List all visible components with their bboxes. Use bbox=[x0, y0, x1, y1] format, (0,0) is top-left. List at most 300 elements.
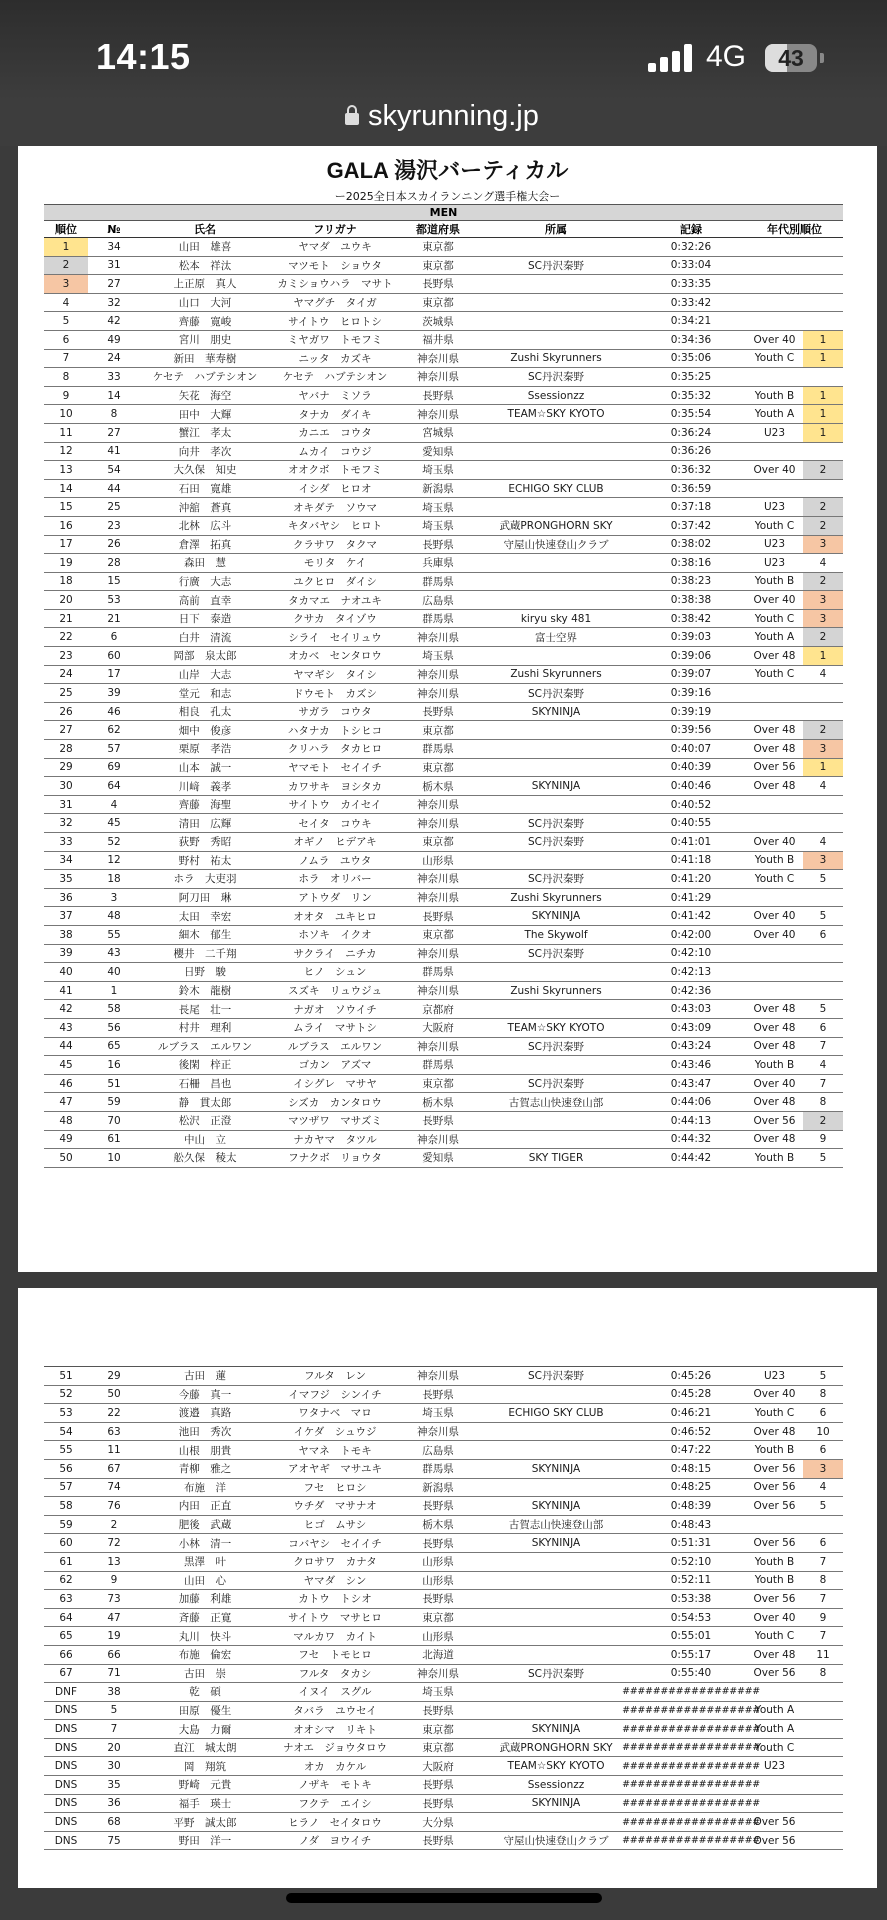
cell-category: Over 48 bbox=[753, 1003, 796, 1016]
cell-name: 村井 理利 bbox=[178, 1022, 232, 1035]
cell-age-rank: 9 bbox=[819, 1133, 827, 1146]
cell-rank: 1 bbox=[44, 238, 88, 256]
cell-name: 長尾 壮一 bbox=[178, 1003, 232, 1016]
cell-pref: 東京都 bbox=[422, 761, 454, 774]
cell-pref: 長野県 bbox=[422, 1797, 454, 1810]
cell-rank: 13 bbox=[59, 463, 73, 476]
cell-time: 0:41:20 bbox=[670, 872, 712, 885]
table-row bbox=[44, 889, 843, 908]
cell-time: 0:35:06 bbox=[670, 352, 712, 365]
cell-kana: サクライ ニチカ bbox=[293, 947, 377, 960]
cell-no: 22 bbox=[107, 1406, 121, 1419]
cell-age-rank: 7 bbox=[819, 1077, 827, 1090]
cell-no: 52 bbox=[107, 835, 121, 848]
table-row bbox=[44, 1367, 843, 1386]
cell-rank: 43 bbox=[59, 1021, 73, 1034]
cell-pref: 神奈川県 bbox=[417, 408, 459, 421]
cell-age-rank: 7 bbox=[819, 1592, 827, 1605]
cell-time: 0:53:38 bbox=[670, 1592, 712, 1605]
cell-rank: 63 bbox=[59, 1592, 73, 1605]
cell-time: 0:43:03 bbox=[670, 1003, 712, 1016]
cell-category: Youth C bbox=[754, 612, 795, 625]
cell-club: 富士空界 bbox=[535, 631, 577, 644]
cell-name: 野崎 元貴 bbox=[178, 1779, 232, 1792]
cell-pref: 神奈川県 bbox=[417, 799, 459, 812]
cell-name: 日下 泰造 bbox=[178, 613, 232, 626]
cell-rank: 25 bbox=[59, 687, 73, 700]
cell-club bbox=[476, 1702, 636, 1720]
cell-pref: 神奈川県 bbox=[417, 1426, 459, 1439]
cell-kana: ノザキ モトキ bbox=[298, 1779, 372, 1792]
cell-age-rank: 1 bbox=[803, 424, 843, 442]
cell-rank: 56 bbox=[59, 1462, 73, 1475]
cell-category: Youth B bbox=[754, 575, 795, 588]
cell-kana: ヤバナ ミソラ bbox=[298, 390, 372, 403]
cell-time: 0:40:39 bbox=[670, 761, 712, 774]
cell-no: 41 bbox=[107, 445, 121, 458]
cell-time: ################## bbox=[622, 1760, 760, 1772]
table-row bbox=[44, 1075, 843, 1094]
cell-category: Youth A bbox=[754, 1704, 795, 1717]
cell-rank: 16 bbox=[59, 519, 73, 532]
cell-kana: ドウモト カズシ bbox=[293, 687, 377, 700]
cell-name: ケセテ ハブテシオン bbox=[152, 371, 258, 384]
cell-kana: ノダ ヨウイチ bbox=[298, 1835, 372, 1848]
cell-time: 0:37:18 bbox=[670, 501, 712, 514]
cell-kana: マツモト ショウタ bbox=[288, 259, 382, 272]
cell-no: 33 bbox=[107, 370, 121, 383]
cell-club bbox=[476, 1423, 636, 1441]
cell-name: 野田 洋一 bbox=[178, 1835, 232, 1848]
cell-name: 櫻井 二千翔 bbox=[173, 947, 237, 960]
cell-time: 0:48:43 bbox=[670, 1518, 712, 1531]
cell-age-rank: 3 bbox=[803, 740, 843, 758]
cell-rank: 38 bbox=[59, 928, 73, 941]
cell-club: The Skywolf bbox=[524, 928, 588, 941]
cell-pref: 東京都 bbox=[422, 297, 454, 310]
cell-kana: フセ トモヒロ bbox=[298, 1649, 372, 1662]
cell-name: 古田 崇 bbox=[184, 1667, 226, 1680]
cell-club bbox=[476, 1441, 636, 1459]
cell-pref: 愛知県 bbox=[422, 1152, 454, 1165]
cell-rank: 20 bbox=[59, 594, 73, 607]
cell-rank: 14 bbox=[59, 482, 73, 495]
cell-no: 17 bbox=[107, 668, 121, 681]
cell-no: 53 bbox=[107, 594, 121, 607]
cell-name: 斉藤 正寛 bbox=[178, 1612, 232, 1625]
cell-club bbox=[476, 591, 636, 609]
table-row bbox=[44, 480, 843, 499]
cell-no: 35 bbox=[107, 1778, 121, 1791]
cell-no: 28 bbox=[107, 556, 121, 569]
cell-club bbox=[476, 1646, 636, 1664]
table-row bbox=[44, 945, 843, 964]
cell-category bbox=[746, 684, 803, 702]
cell-category: Youth A bbox=[754, 1723, 795, 1736]
cell-pref: 山形県 bbox=[422, 1630, 454, 1643]
cell-age-rank bbox=[803, 1702, 843, 1720]
cell-no: 5 bbox=[110, 1704, 118, 1717]
cell-category bbox=[746, 889, 803, 907]
cell-category: Over 40 bbox=[753, 1388, 796, 1401]
table-row bbox=[44, 1590, 843, 1609]
cell-age-rank: 1 bbox=[803, 759, 843, 777]
cell-age-rank bbox=[803, 1516, 843, 1534]
cell-kana: ムカイ コウジ bbox=[298, 445, 372, 458]
cell-pref: 茨城県 bbox=[422, 315, 454, 328]
cell-rank: 10 bbox=[59, 408, 73, 421]
cell-no: 27 bbox=[107, 426, 121, 439]
signal-icon bbox=[648, 44, 692, 72]
table-row bbox=[44, 721, 843, 740]
cell-kana: カニエ コウタ bbox=[298, 427, 372, 440]
cell-no: 57 bbox=[107, 742, 121, 755]
cell-club bbox=[476, 1627, 636, 1645]
cell-pref: 神奈川県 bbox=[417, 371, 459, 384]
cell-kana: イシダ ヒロオ bbox=[298, 483, 372, 496]
cell-kana: アオヤギ マサユキ bbox=[288, 1463, 382, 1476]
cell-club bbox=[476, 238, 636, 256]
cell-category: U23 bbox=[763, 1760, 786, 1773]
cell-club: Zushi Skyrunners bbox=[510, 984, 602, 997]
cell-time: 0:37:42 bbox=[670, 519, 712, 532]
table-row bbox=[44, 1131, 843, 1150]
url-text[interactable]: skyrunning.jp bbox=[368, 100, 539, 132]
cell-category: U23 bbox=[763, 501, 786, 514]
cell-no: 18 bbox=[107, 872, 121, 885]
cell-category bbox=[746, 368, 803, 386]
battery-level: 43 bbox=[778, 45, 804, 71]
cell-kana: ヤマダ ユウキ bbox=[298, 241, 372, 254]
cell-club bbox=[476, 1553, 636, 1571]
status-bar bbox=[0, 0, 887, 100]
cell-pref: 大阪府 bbox=[422, 1760, 454, 1773]
cell-pref: 栃木県 bbox=[422, 1519, 454, 1532]
cell-pref: 群馬県 bbox=[422, 1463, 454, 1476]
cell-category: Over 56 bbox=[753, 1592, 796, 1605]
cell-time: ################## bbox=[622, 1835, 760, 1847]
cell-time: 0:55:01 bbox=[670, 1630, 712, 1643]
cell-time: 0:55:40 bbox=[670, 1667, 712, 1680]
header-kana: フリガナ bbox=[313, 223, 357, 236]
cell-kana: ヤマギシ タイシ bbox=[293, 668, 377, 681]
cell-kana: ヒラノ セイタロウ bbox=[288, 1816, 382, 1829]
cell-no: 25 bbox=[107, 501, 121, 514]
results-page-2[interactable] bbox=[18, 1288, 877, 1888]
table-row bbox=[44, 1112, 843, 1131]
cell-pref: 東京都 bbox=[422, 1078, 454, 1091]
cell-no: 14 bbox=[107, 389, 121, 402]
results-page-1[interactable] bbox=[18, 146, 877, 1272]
cell-no: 61 bbox=[107, 1133, 121, 1146]
cell-rank: 53 bbox=[59, 1406, 73, 1419]
cell-time: 0:42:00 bbox=[670, 928, 712, 941]
cell-no: 70 bbox=[107, 1114, 121, 1127]
cell-age-rank bbox=[803, 1813, 843, 1831]
cell-age-rank bbox=[803, 1757, 843, 1775]
cell-category: Over 56 bbox=[753, 1481, 796, 1494]
cell-name: 白井 清流 bbox=[178, 631, 232, 644]
cell-kana: ヒノ シュン bbox=[303, 966, 367, 979]
cell-time: 0:52:11 bbox=[670, 1574, 712, 1587]
cell-club: Zushi Skyrunners bbox=[510, 668, 602, 681]
cell-rank: 21 bbox=[59, 612, 73, 625]
cell-rank: 50 bbox=[59, 1151, 73, 1164]
cell-name: 小林 清一 bbox=[178, 1537, 232, 1550]
table-row bbox=[44, 257, 843, 276]
cell-club: SKYNINJA bbox=[531, 705, 581, 718]
cell-rank: 42 bbox=[59, 1003, 73, 1016]
cell-pref: 群馬県 bbox=[422, 743, 454, 756]
cell-age-rank bbox=[803, 1832, 843, 1850]
cell-age-rank: 2 bbox=[803, 573, 843, 591]
cell-kana: ヤマモト セイイチ bbox=[288, 761, 382, 774]
cell-kana: フルタ タカシ bbox=[298, 1667, 372, 1680]
cell-club bbox=[476, 275, 636, 293]
cell-age-rank: 6 bbox=[819, 1021, 827, 1034]
cell-rank: 37 bbox=[59, 910, 73, 923]
cell-time: 0:41:01 bbox=[670, 835, 712, 848]
cell-no: 23 bbox=[107, 519, 121, 532]
cell-age-rank: 6 bbox=[819, 1406, 827, 1419]
cell-name: 田中 大輝 bbox=[178, 408, 232, 421]
cell-age-rank: 5 bbox=[819, 1003, 827, 1016]
table-row bbox=[44, 796, 843, 815]
cell-kana: クロサワ カナタ bbox=[293, 1556, 377, 1569]
cell-time: 0:34:36 bbox=[670, 333, 712, 346]
cell-rank: 5 bbox=[62, 315, 70, 328]
cell-kana: クリハラ タカヒロ bbox=[287, 743, 383, 756]
cell-pref: 福井県 bbox=[422, 334, 454, 347]
cell-pref: 神奈川県 bbox=[417, 631, 459, 644]
table-row bbox=[44, 1832, 843, 1851]
cell-club: SKYNINJA bbox=[531, 1797, 581, 1810]
cell-age-rank: 8 bbox=[819, 1667, 827, 1680]
cell-time: 0:39:56 bbox=[670, 724, 712, 737]
cell-kana: ヤマダ シン bbox=[303, 1574, 367, 1587]
cell-club bbox=[476, 573, 636, 591]
cell-pref: 長野県 bbox=[422, 1537, 454, 1550]
table-row bbox=[44, 1038, 843, 1057]
table-row bbox=[44, 1757, 843, 1776]
cell-time: 0:39:03 bbox=[670, 631, 712, 644]
cell-rank: DNS bbox=[54, 1797, 78, 1810]
cell-kana: ウチダ マサナオ bbox=[293, 1500, 377, 1513]
cell-age-rank: 1 bbox=[803, 350, 843, 368]
cell-kana: アトウダ リン bbox=[298, 892, 372, 905]
address-bar[interactable] bbox=[0, 100, 887, 146]
cell-club: SKYNINJA bbox=[531, 910, 581, 923]
cell-no: 16 bbox=[107, 1058, 121, 1071]
cell-rank: DNS bbox=[54, 1741, 78, 1754]
cell-kana: サガラ コウタ bbox=[298, 706, 372, 719]
cell-no: 60 bbox=[107, 649, 121, 662]
cell-no: 49 bbox=[107, 333, 121, 346]
cell-category: Over 56 bbox=[753, 1462, 796, 1475]
table-row bbox=[44, 759, 843, 778]
cell-category: Over 48 bbox=[753, 1040, 796, 1053]
table-row bbox=[44, 405, 843, 424]
cell-pref: 神奈川県 bbox=[417, 985, 459, 998]
cell-no: 38 bbox=[107, 1685, 121, 1698]
table-row bbox=[44, 870, 843, 889]
cell-age-rank: 5 bbox=[819, 910, 827, 923]
cell-kana: フクテ エイシ bbox=[298, 1797, 372, 1810]
table-row bbox=[44, 926, 843, 945]
cell-kana: ケセテ ハブテシオン bbox=[282, 371, 388, 384]
cell-age-rank bbox=[803, 982, 843, 1000]
event-subtitle: ー2025全日本スカイランニング選手権大会ー bbox=[334, 190, 561, 203]
cell-rank: 18 bbox=[59, 575, 73, 588]
cell-pref: 東京都 bbox=[422, 259, 454, 272]
cell-pref: 長野県 bbox=[422, 390, 454, 403]
cell-name: 向井 孝次 bbox=[178, 445, 232, 458]
table-row bbox=[44, 1665, 843, 1684]
cell-rank: 67 bbox=[59, 1667, 73, 1680]
cell-rank: 52 bbox=[59, 1388, 73, 1401]
cell-club: 古賀志山快速登山部 bbox=[508, 1519, 604, 1532]
cell-no: 58 bbox=[107, 1003, 121, 1016]
cell-age-rank bbox=[803, 368, 843, 386]
table-row bbox=[44, 1386, 843, 1405]
cell-category bbox=[746, 1516, 803, 1534]
cell-no: 27 bbox=[107, 277, 121, 290]
cell-club: SKYNINJA bbox=[531, 1723, 581, 1736]
category-header: MEN bbox=[44, 204, 843, 220]
cell-kana: イシグレ マサヤ bbox=[293, 1078, 377, 1091]
cell-rank: DNS bbox=[54, 1760, 78, 1773]
cell-time: 0:32:26 bbox=[670, 240, 712, 253]
cell-pref: 長野県 bbox=[422, 706, 454, 719]
cell-no: 3 bbox=[110, 891, 118, 904]
cell-category: Youth C bbox=[754, 1741, 795, 1754]
cell-club: SKYNINJA bbox=[531, 1499, 581, 1512]
cell-time: 0:52:10 bbox=[670, 1555, 712, 1568]
cell-age-rank bbox=[803, 963, 843, 981]
cell-name: 布施 洋 bbox=[184, 1481, 226, 1494]
cell-kana: ハタナカ トシヒコ bbox=[287, 724, 383, 737]
cell-time: 0:39:06 bbox=[670, 649, 712, 662]
cell-no: 50 bbox=[107, 1388, 121, 1401]
cell-category bbox=[746, 814, 803, 832]
home-indicator[interactable] bbox=[286, 1893, 602, 1903]
cell-time: 0:42:10 bbox=[670, 947, 712, 960]
cell-age-rank bbox=[803, 684, 843, 702]
cell-club bbox=[476, 852, 636, 870]
cell-name: 蟹江 孝太 bbox=[178, 427, 232, 440]
cell-age-rank bbox=[803, 1739, 843, 1757]
table-row bbox=[44, 1534, 843, 1553]
cell-category: Over 48 bbox=[753, 1021, 796, 1034]
cell-club bbox=[476, 740, 636, 758]
cell-kana: タカマエ ナオユキ bbox=[288, 594, 382, 607]
cell-category bbox=[746, 238, 803, 256]
cell-category: Youth A bbox=[754, 631, 795, 644]
cell-pref: 東京都 bbox=[422, 724, 454, 737]
cell-no: 51 bbox=[107, 1077, 121, 1090]
cell-pref: 東京都 bbox=[422, 929, 454, 942]
cell-rank: 66 bbox=[59, 1648, 73, 1661]
cell-rank: 30 bbox=[59, 780, 73, 793]
table-row bbox=[44, 517, 843, 536]
cell-age-rank: 3 bbox=[803, 536, 843, 554]
cell-no: 12 bbox=[107, 854, 121, 867]
cell-pref: 埼玉県 bbox=[422, 1686, 454, 1699]
cell-category: Over 40 bbox=[753, 463, 796, 476]
cell-kana: カミショウハラ マサト bbox=[277, 278, 393, 291]
cell-no: 2 bbox=[110, 1518, 118, 1531]
cell-age-rank bbox=[803, 294, 843, 312]
cell-time: 0:40:46 bbox=[670, 780, 712, 793]
cell-time: 0:48:39 bbox=[670, 1499, 712, 1512]
cell-name: 栗原 孝浩 bbox=[178, 743, 232, 756]
table-row bbox=[44, 498, 843, 517]
cell-kana: オオクボ トモフミ bbox=[288, 464, 382, 477]
cell-age-rank: 2 bbox=[803, 628, 843, 646]
cell-club: ECHIGO SKY CLUB bbox=[508, 482, 604, 495]
cell-kana: カワサキ ヨシタカ bbox=[287, 780, 383, 793]
cell-kana: タバラ ユウセイ bbox=[293, 1704, 377, 1717]
cell-pref: 埼玉県 bbox=[422, 520, 454, 533]
cell-club: SC丹沢秦野 bbox=[528, 873, 584, 886]
cell-category bbox=[746, 796, 803, 814]
cell-category: Over 40 bbox=[753, 594, 796, 607]
results-table bbox=[44, 220, 843, 1168]
cell-pref: 山形県 bbox=[422, 1574, 454, 1587]
cell-name: 岡 翔筑 bbox=[184, 1760, 226, 1773]
cell-age-rank bbox=[803, 1720, 843, 1738]
cell-club bbox=[476, 963, 636, 981]
cell-no: 64 bbox=[107, 780, 121, 793]
cell-name: 相良 孔太 bbox=[178, 706, 232, 719]
table-row bbox=[44, 1646, 843, 1665]
cell-category: Over 48 bbox=[753, 780, 796, 793]
table-row bbox=[44, 963, 843, 982]
cell-category bbox=[746, 312, 803, 330]
cell-pref: 北海道 bbox=[422, 1649, 454, 1662]
cell-no: 34 bbox=[107, 240, 121, 253]
table-row bbox=[44, 852, 843, 871]
cell-club bbox=[476, 331, 636, 349]
cell-name: 太田 幸宏 bbox=[178, 910, 232, 923]
cell-pref: 山形県 bbox=[422, 854, 454, 867]
cell-age-rank: 6 bbox=[819, 1537, 827, 1550]
cell-age-rank: 4 bbox=[819, 780, 827, 793]
cell-category: Youth B bbox=[754, 1444, 795, 1457]
cell-age-rank: 5 bbox=[819, 872, 827, 885]
cell-time: 0:46:52 bbox=[670, 1425, 712, 1438]
cell-no: 26 bbox=[107, 538, 121, 551]
cell-club: TEAM☆SKY KYOTO bbox=[507, 1760, 605, 1773]
cell-category: Youth C bbox=[754, 352, 795, 365]
cell-time: 0:36:59 bbox=[670, 482, 712, 495]
cell-pref: 埼玉県 bbox=[422, 501, 454, 514]
cell-no: 20 bbox=[107, 1741, 121, 1754]
cell-name: 石田 寛雄 bbox=[178, 483, 232, 496]
cell-no: 67 bbox=[107, 1462, 121, 1475]
cell-category: Youth C bbox=[754, 519, 795, 532]
cell-rank: 31 bbox=[59, 798, 73, 811]
cell-rank: 8 bbox=[62, 370, 70, 383]
cell-club bbox=[476, 1056, 636, 1074]
header-club: 所属 bbox=[545, 223, 567, 236]
cell-rank: 23 bbox=[59, 649, 73, 662]
table-row bbox=[44, 1497, 843, 1516]
table-row bbox=[44, 312, 843, 331]
table-row bbox=[44, 982, 843, 1001]
cell-name: 松本 祥汰 bbox=[178, 259, 232, 272]
cell-time: 0:38:23 bbox=[670, 575, 712, 588]
